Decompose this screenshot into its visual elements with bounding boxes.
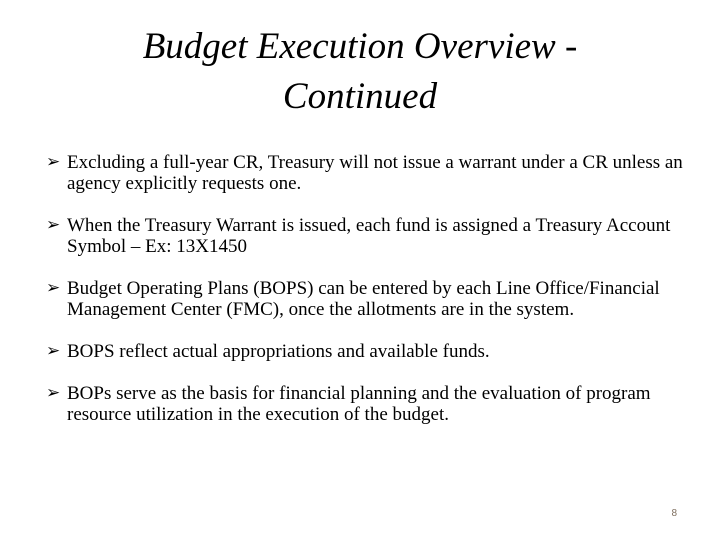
slide-title	[0, 22, 720, 122]
bullet-item	[46, 383, 686, 425]
bullet-text: When the Treasury Warrant is issued, each fund is assigned a Treasury Account Symbol – Ex: 13X1450	[67, 215, 671, 257]
arrow-bullet-icon: ➢	[46, 383, 61, 403]
bullet-item	[46, 152, 686, 194]
page-number: 8	[671, 508, 677, 519]
slide-title-line-2: Continued	[282, 76, 438, 117]
bullet-text: BOPS reflect actual appropriations and available funds.	[67, 341, 490, 362]
bullet-item	[46, 215, 686, 257]
bullet-list	[46, 152, 686, 425]
arrow-bullet-icon: ➢	[46, 278, 61, 298]
arrow-bullet-icon: ➢	[46, 152, 61, 172]
arrow-bullet-icon: ➢	[46, 341, 61, 361]
bullet-item	[46, 278, 686, 320]
slide-title-line-1: Budget Execution Overview -	[142, 26, 578, 67]
bullet-text: BOPs serve as the basis for financial planning and the evaluation of program resource utilization in the execution of the budget.	[67, 383, 651, 425]
bullet-text: Budget Operating Plans (BOPS) can be entered by each Line Office/Financial Management Center (FMC), once the allotments are in the system.	[67, 278, 660, 320]
bullet-text: Excluding a full-year CR, Treasury will not issue a warrant under a CR unless an agency explicitly requests one.	[67, 152, 683, 194]
bullet-item	[46, 341, 686, 362]
arrow-bullet-icon: ➢	[46, 215, 61, 235]
